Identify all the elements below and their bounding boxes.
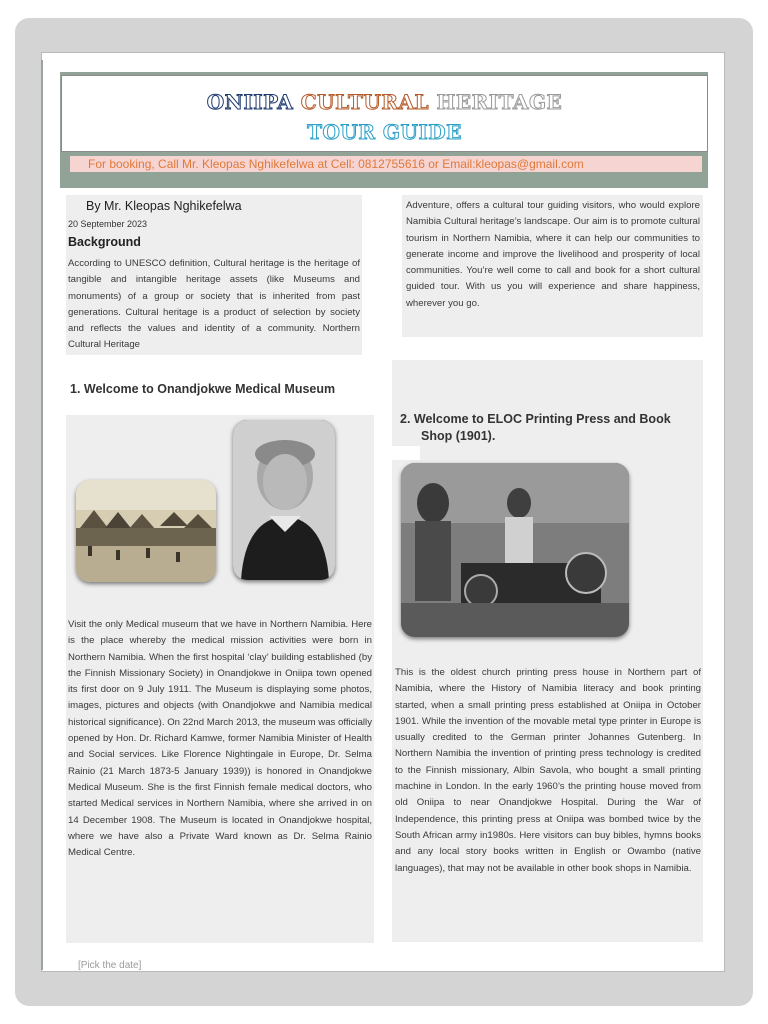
section-2-heading-line-2: Shop (1901). xyxy=(421,429,496,443)
section-2-text: This is the oldest church printing press house in Northern part of Namibia, where the History of Namibia literacy and book printing started, when a small printing press established at Oniipa in October 1901. While the invention of the movable metal type printer in Europe is usually credited to the German printer Johannes Gutenberg. In Northern Namibia the invention of printing press technology is credited to the Finnish missionary, Albin Savola, who bought a small printing machine in London. In the early 1960’s the printing house moved from old Oniipa to near Onandjokwe Hospital. During the War of Independence, this printing press at Oniipa was bombed twice by the South African army in1980s. Here visitors can buy bibles, hymns books and any local story books written in English or Owambo (native languages), that may not be available in other book shops in Namibia. xyxy=(395,667,701,874)
portrait-image xyxy=(233,420,335,580)
author-byline: By Mr. Kleopas Nghikefelwa xyxy=(86,199,242,213)
header-banner xyxy=(60,72,708,188)
background-continued-text: Adventure, offers a cultural tour guiding visitors, who would explore Namibia Cultural heritage’s landscape. Our aim is to promote cultural tourism in Northern Namibia, where it can help our communities to generate income and improve the livelihood and prosperity of local communities. You’re well come to call and book for a short cultural guided tour. With us you will experience and share happiness, wherever you go. xyxy=(406,200,700,309)
printing-press-photo xyxy=(401,463,629,637)
pick-date-placeholder[interactable]: [Pick the date] xyxy=(78,960,142,971)
title-line-2: TOUR GUIDE xyxy=(307,120,462,144)
printing-press-image xyxy=(401,463,629,637)
booking-banner: For booking, Call Mr. Kleopas Nghikefelwa at Cell: 0812755616 or Email:kleopas@gmail.com xyxy=(70,156,702,172)
title-line-1 xyxy=(62,90,707,114)
heading-gap-2 xyxy=(392,446,420,460)
village-image xyxy=(76,480,216,582)
background-text: According to UNESCO definition, Cultural heritage is the heritage of tangible and intangible heritage assets (like Museums and monuments) of a group or society that is inherited from past generations. Cultural heritage is a product of selection by society and reflects the values and identity of a community. Northern Cultural Heritage xyxy=(68,258,360,351)
publish-date: 20 September 2023 xyxy=(68,219,148,229)
section-1-text: Visit the only Medical museum that we have in Northern Namibia. Here is the place whereby the medical mission activities were born in Northern Namibia. When the first hospital ‘clay’ building established (by the Finnish Missionary Society) in Onandjokwe in Oniipa town opened its first door on 9 July 1911. The Museum is displaying some photos, images, pictures and objects (with Onandjokwe and Namibia medical historical significance). On 22nd March 2013, the museum was officially opened by Hon. Dr. Richard Kamwe, former Namibia Minister of Health and Social services. Like Florence Nightingale in Europe, Dr. Selma Rainio (21 March 1873-5 January 1939)) is honored in Onandjokwe Medical Museum. She is the first Finnish female medical doctors, who started Medical services in Northern Namibia, where she arrived in on 14 December 1908. The Museum is located in Onandjokwe hospital, where we have also a Private Ward known as Dr. Selma Rainio Medical Centre. xyxy=(68,619,372,859)
title-word-heritage: HERITAGE xyxy=(436,90,563,114)
dr-selma-rainio-portrait xyxy=(233,420,335,580)
title-word-cultural: CULTURAL xyxy=(300,90,430,114)
title-box xyxy=(61,75,708,152)
title-word-oniipa: ONIIPA xyxy=(206,90,294,114)
page-frame-line xyxy=(41,60,43,970)
village-photo xyxy=(76,480,216,582)
section-2-heading-line-1: 2. Welcome to ELOC Printing Press and Book xyxy=(400,412,671,426)
heading-gap xyxy=(66,396,92,415)
section-1-heading: 1. Welcome to Onandjokwe Medical Museum xyxy=(70,382,336,396)
background-heading: Background xyxy=(68,235,141,249)
